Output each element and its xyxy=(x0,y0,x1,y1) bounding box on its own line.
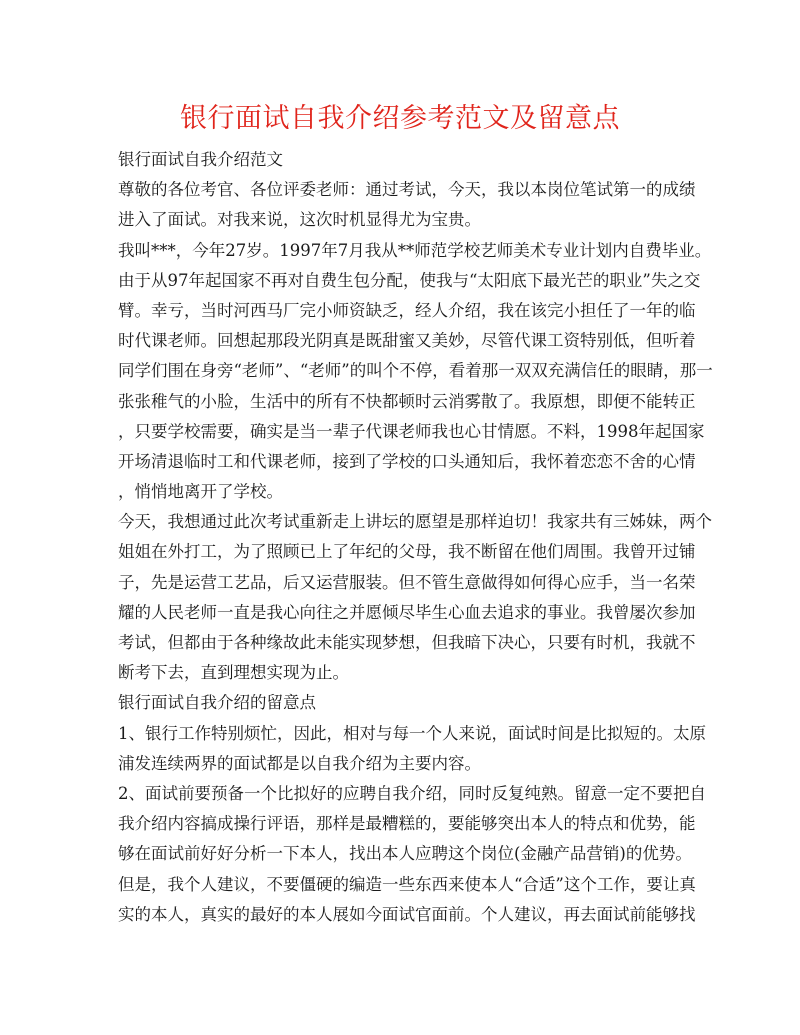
text-line: 耀的人民老师一直是我心向往之并愿倾尽毕生心血去追求的事业。我曾屡次参加 xyxy=(118,602,696,622)
text-line: ，只要学校需要，确实是当一辈子代课老师我也心甘情愿。不料，1998年起国家 xyxy=(118,421,705,441)
text-line: 浦发连续两界的面试都是以自我介绍为主要内容。 xyxy=(118,753,481,773)
text-line: 够在面试前好好分析一下本人，找出本人应聘这个岗位(金融产品营销)的优势。 xyxy=(118,844,692,864)
text-line: 但是，我个人建议，不要僵硬的编造一些东西来使本人“合适”这个工作，要让真 xyxy=(118,874,696,894)
document-title: 银行面试自我介绍参考范文及留意点 xyxy=(180,103,620,134)
text-line: 实的本人，真实的最好的本人展如今面试官面前。个人建议，再去面试前能够找 xyxy=(118,904,696,924)
text-line: 银行面试自我介绍的留意点 xyxy=(118,693,316,713)
text-line: ，悄悄地离开了学校。 xyxy=(118,482,283,502)
text-line: 银行面试自我介绍范文 xyxy=(118,150,283,169)
text-line: 同学们围在身旁“老师”、“老师”的叫个不停，看着那一双双充满信任的眼睛，那一 xyxy=(118,361,713,381)
text-line: 子，先是运营工艺品，后又运营服装。但不管生意做得如何得心应手，当一名荣 xyxy=(118,572,696,592)
text-line: 考试，但都由于各种缘故此未能实现梦想，但我暗下决心，只要有时机，我就不 xyxy=(118,633,696,652)
text-line: 断考下去，直到理想实现为止。 xyxy=(118,663,349,683)
text-line: 时代课老师。回想起那段光阴真是既甜蜜又美妙，尽管代课工资特别低，但听着 xyxy=(118,331,696,351)
text-line: 开场清退临时工和代课老师，接到了学校的口头通知后，我怀着恋恋不舍的心情 xyxy=(118,451,696,471)
text-line: 我介绍内容搞成操行评语，那样是最糟糕的，要能够突出本人的特点和优势，能 xyxy=(118,814,696,834)
text-line: 尊敬的各位考官、各位评委老师：通过考试，今天，我以本岗位笔试第一的成绩 xyxy=(118,180,696,200)
text-line: 张张稚气的小脸，生活中的所有不快都顿时云消雾散了。我原想，即便不能转正 xyxy=(118,391,696,411)
text-line: 1、银行工作特别烦忙，因此，相对与每一个人来说，面试时间是比拟短的。太原 xyxy=(118,723,706,743)
text-line: 进入了面试。对我来说，这次时机显得尤为宝贵。 xyxy=(118,210,481,230)
text-line: 2、面试前要预备一个比拟好的应聘自我介绍，同时反复纯熟。留意一定不要把自 xyxy=(118,783,706,803)
text-line: 由于从97年起国家不再对自费生包分配，使我与“太阳底下最光芒的职业”失之交 xyxy=(118,270,701,290)
text-line: 今天，我想通过此次考试重新走上讲坛的愿望是那样迫切！我家共有三姊妹，两个 xyxy=(118,512,712,532)
text-line: 我叫***，今年27岁。1997年7月我从**师范学校艺师美术专业计划内自费毕业。 xyxy=(118,240,712,260)
text-line: 臂。幸亏，当时河西马厂完小师资缺乏，经人介绍，我在该完小担任了一年的临 xyxy=(118,300,696,320)
text-line: 姐姐在外打工，为了照顾已上了年纪的父母，我不断留在他们周围。我曾开过铺 xyxy=(118,542,696,562)
document-body xyxy=(118,145,713,930)
